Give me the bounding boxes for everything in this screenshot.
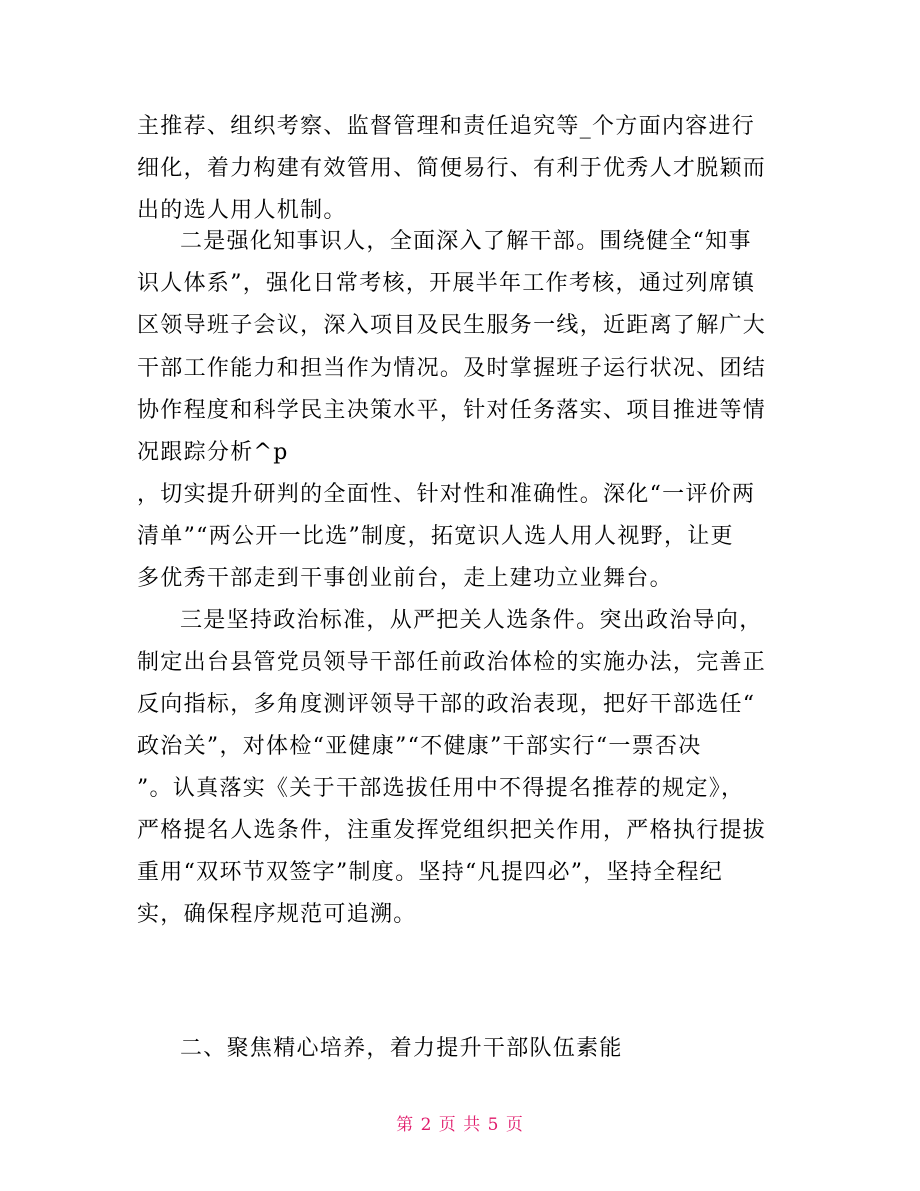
text-line-19: 重用“双环节双签字”制度。坚持“凡提四必”，坚持全程纪 xyxy=(137,860,724,885)
text-line-7: 干部工作能力和担当作为情况。及时掌握班子运行状况、团结 xyxy=(137,356,767,381)
text-line-10: ，切实提升研判的全面性、针对性和准确性。深化“一评价两 xyxy=(137,482,756,507)
text-line-3: 出的选人用人机制。 xyxy=(137,198,347,223)
text-line-17: ”。认真落实《关于干部选拔任用中不得提名推荐的规定》， xyxy=(137,776,745,801)
text-line-1: 主推荐、组织考察、监督管理和责任追究等_个方面内容进行 xyxy=(137,114,756,139)
page-number-footer: 第 2 页 共 5 页 xyxy=(396,1115,524,1135)
text-line-4: 二是强化知事识人，全面深入了解干部。围绕健全“知事 xyxy=(180,229,752,254)
text-line-15: 反向指标，多角度测评领导干部的政治表现，把好干部选任“ xyxy=(137,692,756,717)
text-line-12: 多优秀干部走到干事创业前台，走上建功立业舞台。 xyxy=(137,566,673,591)
text-line-13: 三是坚持政治标准，从严把关人选条件。突出政治导向， xyxy=(180,608,763,633)
text-line-6: 区领导班子会议，深入项目及民生服务一线，近距离了解广大 xyxy=(137,313,767,338)
section-heading: 二、聚焦精心培养，着力提升干部队伍素能 xyxy=(180,1036,623,1061)
text-line-18: 严格提名人选条件，注重发挥党组织把关作用，严格执行提拔 xyxy=(137,818,767,843)
text-line-20: 实，确保程序规范可追溯。 xyxy=(137,902,417,927)
text-line-14: 制定出台县管党员领导干部任前政治体检的实施办法，完善正 xyxy=(137,650,767,675)
text-line-5: 识人体系”，强化日常考核，开展半年工作考核，通过列席镇 xyxy=(137,271,756,296)
text-line-8: 协作程度和科学民主决策水平，针对任务落实、项目推进等情 xyxy=(137,398,767,423)
text-line-2: 细化，着力构建有效管用、简便易行、有利于优秀人才脱颖而 xyxy=(137,156,767,181)
text-line-9: 况跟踪分析^p xyxy=(137,440,289,465)
text-line-11: 清单”“两公开一比选”制度，拓宽识人选人用人视野，让更 xyxy=(137,524,734,549)
text-line-16: 政治关”，对体检“亚健康”“不健康”干部实行“一票否决 xyxy=(137,734,702,759)
